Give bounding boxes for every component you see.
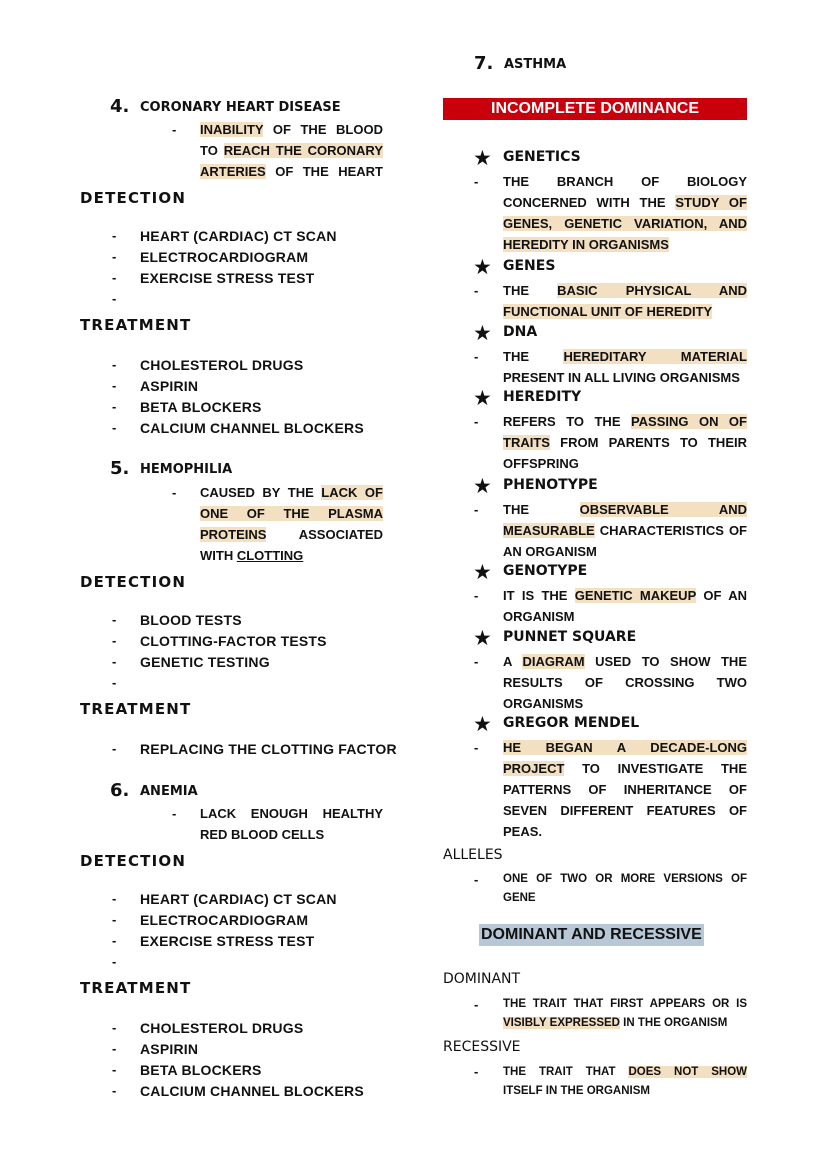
text-line: ONE OF TWO OR MORE VERSIONS OF — [503, 873, 747, 885]
bullet-dash: - — [112, 891, 117, 906]
treatment-item: ASPIRIN — [140, 1041, 199, 1057]
text-line — [200, 119, 383, 140]
bullet-dash: - — [112, 420, 117, 435]
text-line — [503, 213, 747, 234]
detection-heading: DETECTION — [80, 852, 187, 870]
disease-4-title: CORONARY HEART DISEASE — [140, 100, 341, 115]
bullet-dash: - — [474, 283, 479, 298]
highlighted-text: OBSERVABLE AND — [579, 502, 747, 517]
disease-7-title: ASTHMA — [504, 57, 567, 72]
text-segment: PATTERNS OF INHERITANCE OF — [503, 782, 747, 797]
text-line — [503, 1062, 747, 1083]
treatment-item: CALCIUM CHANNEL BLOCKERS — [140, 1083, 364, 1099]
text-line: GENE — [503, 892, 536, 904]
text-line — [200, 503, 383, 524]
highlighted-text: HEREDITY IN ORGANISMS — [503, 237, 669, 252]
star-icon: ★ — [473, 627, 492, 650]
highlighted-text: DIAGRAM — [522, 654, 585, 669]
bullet-dash: - — [112, 1062, 117, 1077]
text-line — [503, 171, 747, 192]
bullet-dash: - — [112, 228, 117, 243]
star-icon: ★ — [473, 256, 492, 279]
term-title: PUNNET SQUARE — [503, 629, 637, 645]
dominant-heading: DOMINANT — [443, 971, 521, 987]
star-icon: ★ — [473, 475, 492, 498]
treatment-heading: TREATMENT — [80, 700, 192, 718]
text-segment: PRESENT IN ALL LIVING ORGANISMS — [503, 370, 740, 385]
text-line — [503, 800, 747, 821]
bullet-dash: - — [474, 740, 479, 755]
text-segment: IN THE ORGANISM — [619, 1017, 728, 1029]
text-line — [503, 585, 747, 606]
detection-item: EXERCISE STRESS TEST — [140, 270, 315, 286]
term-title: GREGOR MENDEL — [503, 715, 640, 731]
text-line — [503, 651, 747, 672]
text-segment: REFERS TO THE — [503, 414, 631, 429]
text-segment: USED TO SHOW THE — [584, 654, 747, 669]
highlighted-text: HE BEGAN A DECADE-LONG — [503, 740, 747, 755]
highlighted-text: BASIC PHYSICAL AND — [557, 283, 747, 298]
text-segment: OFFSPRING — [503, 456, 579, 471]
bullet-dash: - — [112, 1020, 117, 1035]
treatment-item: CHOLESTEROL DRUGS — [140, 1020, 304, 1036]
treatment-item: BETA BLOCKERS — [140, 1062, 262, 1078]
text-segment: CAUSED BY THE — [200, 485, 322, 500]
bullet-dash: - — [172, 122, 177, 137]
bullet-dash: - — [474, 997, 479, 1012]
treatment-item: REPLACING THE CLOTTING FACTOR — [140, 741, 397, 757]
text-segment: THE — [503, 502, 580, 517]
treatment-item: BETA BLOCKERS — [140, 399, 262, 415]
text-line — [503, 453, 747, 474]
bullet-dash: - — [112, 291, 117, 306]
text-segment: RED BLOOD CELLS — [200, 827, 325, 842]
text-line — [200, 803, 383, 824]
highlighted-text: REACH THE CORONARY — [223, 143, 383, 158]
bullet-dash: - — [112, 741, 117, 756]
detection-item: ELECTROCARDIOGRAM — [140, 912, 309, 928]
text-line — [200, 140, 383, 161]
term-title: PHENOTYPE — [503, 477, 598, 493]
text-segment: THE TRAIT THAT — [503, 1066, 629, 1078]
text-line — [503, 234, 747, 255]
highlighted-text: GENES, GENETIC VARIATION, AND — [503, 216, 747, 231]
text-segment: IT IS THE — [503, 588, 575, 603]
detection-item: GENETIC TESTING — [140, 654, 270, 670]
text-segment: FROM PARENTS TO THEIR — [549, 435, 747, 450]
text-line — [503, 280, 747, 301]
disease-4-number: 4. — [110, 96, 130, 117]
text-line — [200, 545, 383, 566]
text-segment: CHARACTERISTICS OF — [594, 523, 747, 538]
text-segment: LACK ENOUGH HEALTHY — [200, 806, 383, 821]
text-segment: OF THE BLOOD — [263, 122, 383, 137]
star-icon: ★ — [473, 387, 492, 410]
bullet-dash: - — [112, 675, 117, 690]
bullet-dash: - — [112, 1083, 117, 1098]
detection-item: HEART (CARDIAC) CT SCAN — [140, 891, 337, 907]
disease-6-title: ANEMIA — [140, 784, 198, 799]
star-icon: ★ — [473, 713, 492, 736]
highlighted-text: PROJECT — [503, 761, 565, 776]
dominant-recessive-banner: DOMINANT AND RECESSIVE — [479, 924, 704, 946]
bullet-dash: - — [112, 654, 117, 669]
highlighted-text: STUDY OF — [675, 195, 747, 210]
term-title: GENETICS — [503, 149, 581, 165]
term-title: GENOTYPE — [503, 563, 588, 579]
disease-6-number: 6. — [110, 780, 130, 801]
bullet-dash: - — [474, 1064, 479, 1079]
text-segment: THE — [503, 283, 558, 298]
text-segment: CONCERNED WITH THE — [503, 195, 676, 210]
text-line — [200, 524, 383, 545]
highlighted-text: ARTERIES — [200, 164, 266, 179]
bullet-dash: - — [474, 414, 479, 429]
highlighted-text: FUNCTIONAL UNIT OF HEREDITY — [503, 304, 713, 319]
treatment-item: CHOLESTEROL DRUGS — [140, 357, 304, 373]
treatment-heading: TREATMENT — [80, 316, 192, 334]
treatment-heading: TREATMENT — [80, 979, 192, 997]
highlighted-text: MEASURABLE — [503, 523, 595, 538]
bullet-dash: - — [112, 249, 117, 264]
text-line — [503, 192, 747, 213]
text-line — [503, 779, 747, 800]
term-title: GENES — [503, 258, 556, 274]
highlighted-text: TRAITS — [503, 435, 550, 450]
highlighted-text: PROTEINS — [200, 527, 267, 542]
text-segment: A — [503, 654, 523, 669]
bullet-dash: - — [172, 485, 177, 500]
bullet-dash: - — [112, 912, 117, 927]
bullet-dash: - — [112, 633, 117, 648]
text-line — [503, 821, 747, 842]
alleles-heading: ALLELES — [443, 847, 503, 863]
text-line — [503, 672, 747, 693]
text-segment: OF THE HEART — [265, 164, 383, 179]
bullet-dash: - — [474, 502, 479, 517]
disease-5-title: HEMOPHILIA — [140, 462, 233, 477]
bullet-dash: - — [112, 378, 117, 393]
text-segment: TO INVESTIGATE THE — [564, 761, 747, 776]
detection-heading: DETECTION — [80, 189, 187, 207]
text-segment: ORGANISM — [503, 609, 575, 624]
bullet-dash: - — [474, 588, 479, 603]
text-line — [503, 737, 747, 758]
bullet-dash: - — [112, 612, 117, 627]
text-line — [200, 482, 383, 503]
text-segment: THE TRAIT THAT FIRST APPEARS OR IS — [503, 998, 747, 1010]
term-title: HEREDITY — [503, 389, 582, 405]
bullet-dash: - — [474, 872, 479, 887]
text-segment: ITSELF IN THE ORGANISM — [503, 1085, 650, 1097]
highlighted-text: GENETIC MAKEUP — [574, 588, 697, 603]
star-icon: ★ — [473, 147, 492, 170]
bullet-dash: - — [112, 270, 117, 285]
bullet-dash: - — [112, 933, 117, 948]
detection-item: ELECTROCARDIOGRAM — [140, 249, 309, 265]
text-segment: THE — [503, 349, 564, 364]
treatment-item: ASPIRIN — [140, 378, 199, 394]
bullet-dash: - — [474, 654, 479, 669]
text-line — [503, 606, 747, 627]
text-segment: TO — [200, 143, 224, 158]
star-icon: ★ — [473, 561, 492, 584]
highlighted-text: DOES NOT SHOW — [628, 1066, 748, 1078]
text-segment: ORGANISMS — [503, 696, 584, 711]
text-segment: THE BRANCH OF BIOLOGY — [503, 174, 747, 189]
term-title: DNA — [503, 324, 538, 340]
text-segment: AN ORGANISM — [503, 544, 597, 559]
bullet-dash: - — [474, 349, 479, 364]
text-segment: RESULTS OF CROSSING TWO — [503, 675, 747, 690]
highlighted-text: VISIBLY EXPRESSED — [503, 1017, 620, 1029]
text-line — [503, 301, 747, 322]
disease-5-number: 5. — [110, 458, 130, 479]
highlighted-text: ONE OF THE PLASMA — [200, 506, 383, 521]
highlighted-text: HEREDITARY MATERIAL — [563, 349, 747, 364]
treatment-item: CALCIUM CHANNEL BLOCKERS — [140, 420, 364, 436]
text-line — [200, 824, 383, 845]
text-line — [503, 758, 747, 779]
highlighted-text: PASSING ON OF — [630, 414, 747, 429]
text-line — [503, 411, 747, 432]
incomplete-dominance-banner: INCOMPLETE DOMINANCE — [443, 98, 747, 120]
highlighted-text: INABILITY — [200, 122, 264, 137]
bullet-dash: - — [112, 954, 117, 969]
text-line — [503, 367, 747, 388]
bullet-dash: - — [112, 399, 117, 414]
bullet-dash: - — [172, 806, 177, 821]
detection-item: CLOTTING-FACTOR TESTS — [140, 633, 327, 649]
bullet-dash: - — [112, 357, 117, 372]
text-line — [503, 346, 747, 367]
text-line — [200, 161, 383, 182]
text-segment: OF AN — [696, 588, 748, 603]
text-line — [503, 541, 747, 562]
text-segment: PEAS. — [503, 824, 543, 839]
text-line — [503, 693, 747, 714]
disease-7-number: 7. — [474, 53, 494, 74]
text-line — [503, 520, 747, 541]
text-segment: SEVEN DIFFERENT FEATURES OF — [503, 803, 747, 818]
text-segment: WITH — [200, 548, 237, 563]
detection-item: EXERCISE STRESS TEST — [140, 933, 315, 949]
text-line — [503, 432, 747, 453]
recessive-heading: RECESSIVE — [443, 1039, 521, 1055]
text-segment: ASSOCIATED — [266, 527, 383, 542]
text-line — [503, 1081, 747, 1102]
text-line — [503, 994, 747, 1015]
highlighted-text: LACK OF — [321, 485, 383, 500]
text-line — [503, 1013, 747, 1034]
star-icon: ★ — [473, 322, 492, 345]
detection-item: HEART (CARDIAC) CT SCAN — [140, 228, 337, 244]
detection-item: BLOOD TESTS — [140, 612, 242, 628]
bullet-dash: - — [474, 174, 479, 189]
bullet-dash: - — [112, 1041, 117, 1056]
detection-heading: DETECTION — [80, 573, 187, 591]
text-segment: CLOTTING — [236, 548, 304, 563]
text-line — [503, 499, 747, 520]
